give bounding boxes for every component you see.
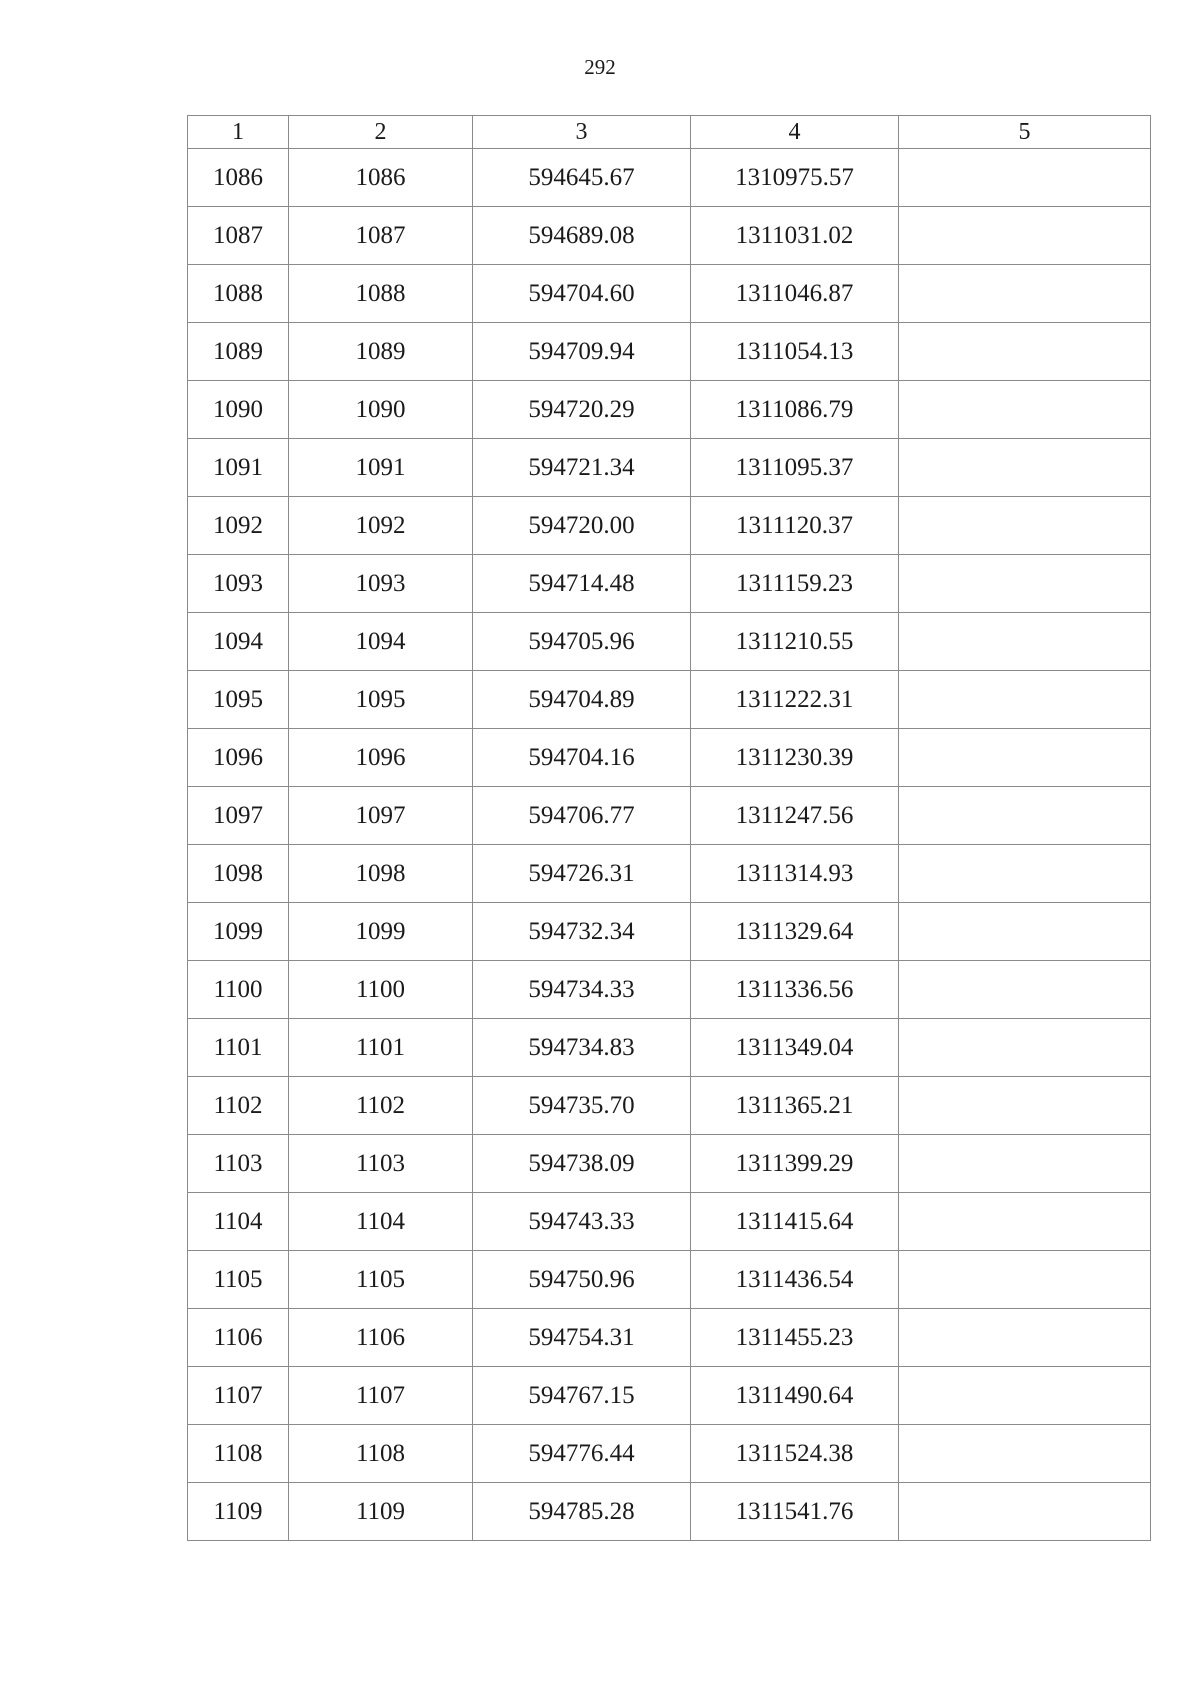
table-cell-col-2: 1087: [289, 207, 473, 265]
table-row: [188, 1135, 1151, 1193]
table-cell-col-3: 594776.44: [473, 1425, 691, 1483]
column-header-2: 2: [289, 116, 473, 149]
table-cell-col-2: 1098: [289, 845, 473, 903]
table-row: [188, 1483, 1151, 1541]
table-header: [188, 116, 1151, 149]
table-cell-col-4: 1311415.64: [691, 1193, 899, 1251]
table-cell-col-5: [899, 1309, 1151, 1367]
table-cell-col-5: [899, 555, 1151, 613]
table-cell-col-4: 1311046.87: [691, 265, 899, 323]
table-cell-col-1: 1103: [188, 1135, 289, 1193]
table-cell-col-2: 1090: [289, 381, 473, 439]
table-cell-col-3: 594689.08: [473, 207, 691, 265]
table-row: [188, 1077, 1151, 1135]
table-cell-col-1: 1101: [188, 1019, 289, 1077]
column-header-3: 3: [473, 116, 691, 149]
table-row: [188, 961, 1151, 1019]
table-cell-col-2: 1094: [289, 613, 473, 671]
table-cell-col-5: [899, 1483, 1151, 1541]
table-cell-col-5: [899, 671, 1151, 729]
table-cell-col-3: 594754.31: [473, 1309, 691, 1367]
table-cell-col-4: 1311159.23: [691, 555, 899, 613]
table-cell-col-1: 1099: [188, 903, 289, 961]
table-cell-col-2: 1100: [289, 961, 473, 1019]
table-cell-col-1: 1098: [188, 845, 289, 903]
table-row: [188, 265, 1151, 323]
table-row: [188, 381, 1151, 439]
table-cell-col-4: 1311247.56: [691, 787, 899, 845]
table-cell-col-2: 1106: [289, 1309, 473, 1367]
table-cell-col-3: 594785.28: [473, 1483, 691, 1541]
table-cell-col-5: [899, 961, 1151, 1019]
table-cell-col-1: 1090: [188, 381, 289, 439]
table-cell-col-4: 1311349.04: [691, 1019, 899, 1077]
table-cell-col-4: 1311086.79: [691, 381, 899, 439]
table-cell-col-2: 1097: [289, 787, 473, 845]
table-cell-col-5: [899, 207, 1151, 265]
table-cell-col-2: 1104: [289, 1193, 473, 1251]
table-cell-col-3: 594734.33: [473, 961, 691, 1019]
table-cell-col-2: 1095: [289, 671, 473, 729]
table-cell-col-5: [899, 787, 1151, 845]
table-cell-col-1: 1088: [188, 265, 289, 323]
table-row: [188, 1251, 1151, 1309]
table-row: [188, 497, 1151, 555]
table-cell-col-4: 1311095.37: [691, 439, 899, 497]
column-header-4: 4: [691, 116, 899, 149]
table-cell-col-3: 594704.60: [473, 265, 691, 323]
table-cell-col-1: 1109: [188, 1483, 289, 1541]
table-cell-col-2: 1093: [289, 555, 473, 613]
table-row: [188, 1425, 1151, 1483]
table-cell-col-5: [899, 265, 1151, 323]
table-cell-col-2: 1109: [289, 1483, 473, 1541]
table-row: [188, 787, 1151, 845]
table-cell-col-4: 1310975.57: [691, 149, 899, 207]
table-cell-col-5: [899, 845, 1151, 903]
table-row: [188, 613, 1151, 671]
table-cell-col-4: 1311490.64: [691, 1367, 899, 1425]
table-row: [188, 671, 1151, 729]
table-cell-col-3: 594714.48: [473, 555, 691, 613]
coordinates-table: [187, 115, 1151, 1541]
table-cell-col-5: [899, 1019, 1151, 1077]
table-cell-col-2: 1107: [289, 1367, 473, 1425]
table-cell-col-5: [899, 1251, 1151, 1309]
table-cell-col-4: 1311329.64: [691, 903, 899, 961]
table-cell-col-5: [899, 497, 1151, 555]
table-cell-col-4: 1311222.31: [691, 671, 899, 729]
table-cell-col-5: [899, 1077, 1151, 1135]
table-cell-col-2: 1099: [289, 903, 473, 961]
table-cell-col-2: 1103: [289, 1135, 473, 1193]
table-cell-col-3: 594738.09: [473, 1135, 691, 1193]
table-row: [188, 149, 1151, 207]
table-cell-col-3: 594750.96: [473, 1251, 691, 1309]
column-header-5: 5: [899, 116, 1151, 149]
table-cell-col-4: 1311031.02: [691, 207, 899, 265]
table-cell-col-3: 594743.33: [473, 1193, 691, 1251]
table-cell-col-3: 594706.77: [473, 787, 691, 845]
table-cell-col-1: 1094: [188, 613, 289, 671]
table-cell-col-3: 594767.15: [473, 1367, 691, 1425]
table-cell-col-3: 594709.94: [473, 323, 691, 381]
table-row: [188, 1309, 1151, 1367]
table-cell-col-1: 1087: [188, 207, 289, 265]
table-cell-col-3: 594720.00: [473, 497, 691, 555]
table-row: [188, 729, 1151, 787]
table-cell-col-4: 1311054.13: [691, 323, 899, 381]
table-row: [188, 1367, 1151, 1425]
table-cell-col-5: [899, 729, 1151, 787]
table-cell-col-5: [899, 439, 1151, 497]
table-cell-col-1: 1104: [188, 1193, 289, 1251]
table-cell-col-4: 1311314.93: [691, 845, 899, 903]
table-cell-col-5: [899, 1193, 1151, 1251]
header-row: [188, 116, 1151, 149]
table-row: [188, 903, 1151, 961]
table-cell-col-1: 1107: [188, 1367, 289, 1425]
table-cell-col-2: 1086: [289, 149, 473, 207]
table-cell-col-1: 1091: [188, 439, 289, 497]
table-row: [188, 845, 1151, 903]
table-cell-col-3: 594705.96: [473, 613, 691, 671]
table-cell-col-5: [899, 613, 1151, 671]
table-cell-col-4: 1311455.23: [691, 1309, 899, 1367]
table-cell-col-3: 594704.16: [473, 729, 691, 787]
table-cell-col-4: 1311336.56: [691, 961, 899, 1019]
table-cell-col-1: 1100: [188, 961, 289, 1019]
page-number: 292: [584, 55, 616, 79]
table-cell-col-1: 1108: [188, 1425, 289, 1483]
table-row: [188, 1019, 1151, 1077]
table-cell-col-4: 1311365.21: [691, 1077, 899, 1135]
table-row: [188, 323, 1151, 381]
table-cell-col-2: 1089: [289, 323, 473, 381]
table-row: [188, 207, 1151, 265]
table-cell-col-4: 1311436.54: [691, 1251, 899, 1309]
column-header-1: 1: [188, 116, 289, 149]
table-body: [188, 149, 1151, 1541]
table-cell-col-2: 1101: [289, 1019, 473, 1077]
table-cell-col-4: 1311541.76: [691, 1483, 899, 1541]
table-cell-col-1: 1092: [188, 497, 289, 555]
table-cell-col-5: [899, 903, 1151, 961]
table-cell-col-5: [899, 381, 1151, 439]
table-row: [188, 555, 1151, 613]
table-cell-col-4: 1311120.37: [691, 497, 899, 555]
table-cell-col-3: 594732.34: [473, 903, 691, 961]
table-cell-col-4: 1311399.29: [691, 1135, 899, 1193]
table-cell-col-3: 594704.89: [473, 671, 691, 729]
table-cell-col-1: 1095: [188, 671, 289, 729]
table-row: [188, 439, 1151, 497]
table-cell-col-2: 1088: [289, 265, 473, 323]
table-cell-col-1: 1093: [188, 555, 289, 613]
table-cell-col-1: 1097: [188, 787, 289, 845]
table-cell-col-2: 1091: [289, 439, 473, 497]
table-cell-col-3: 594720.29: [473, 381, 691, 439]
table-cell-col-2: 1108: [289, 1425, 473, 1483]
table-cell-col-1: 1086: [188, 149, 289, 207]
table-cell-col-4: 1311230.39: [691, 729, 899, 787]
table-cell-col-1: 1096: [188, 729, 289, 787]
table-cell-col-3: 594726.31: [473, 845, 691, 903]
table-cell-col-2: 1096: [289, 729, 473, 787]
table-cell-col-3: 594735.70: [473, 1077, 691, 1135]
table-cell-col-4: 1311524.38: [691, 1425, 899, 1483]
table-row: [188, 1193, 1151, 1251]
table-cell-col-2: 1105: [289, 1251, 473, 1309]
table-cell-col-3: 594734.83: [473, 1019, 691, 1077]
table-cell-col-5: [899, 149, 1151, 207]
table-cell-col-5: [899, 1425, 1151, 1483]
table-cell-col-1: 1102: [188, 1077, 289, 1135]
table-cell-col-1: 1089: [188, 323, 289, 381]
table-cell-col-3: 594645.67: [473, 149, 691, 207]
table-cell-col-1: 1105: [188, 1251, 289, 1309]
table-cell-col-5: [899, 1135, 1151, 1193]
table-cell-col-5: [899, 323, 1151, 381]
table-cell-col-3: 594721.34: [473, 439, 691, 497]
table-cell-col-2: 1092: [289, 497, 473, 555]
table-cell-col-1: 1106: [188, 1309, 289, 1367]
table-cell-col-5: [899, 1367, 1151, 1425]
table-cell-col-2: 1102: [289, 1077, 473, 1135]
table-cell-col-4: 1311210.55: [691, 613, 899, 671]
